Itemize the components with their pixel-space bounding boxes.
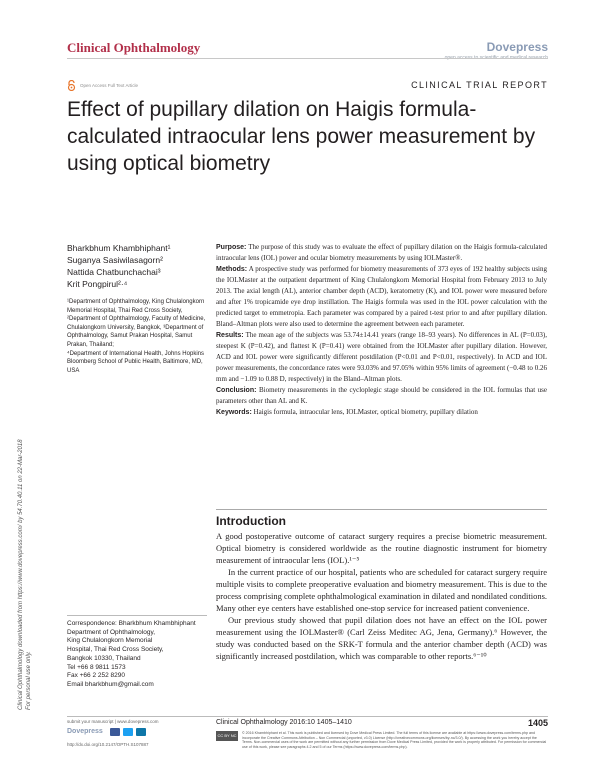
submit-manuscript-link[interactable]: submit your manuscript | www.dovepress.com	[67, 719, 159, 724]
methods-label: Methods:	[216, 266, 248, 273]
keywords-text: Haigis formula, intraocular lens, IOLMaster, optical biometry, pupillary dilation	[253, 408, 478, 416]
article-type: CLINICAL TRIAL REPORT	[411, 80, 548, 90]
journal-name: Clinical Ophthalmology	[67, 40, 201, 55]
results-label: Results:	[216, 332, 244, 339]
license-block	[216, 731, 547, 749]
article-title: Effect of pupillary dilation on Haigis formula-calculated intraocular lens power measurement by using optical biometry	[67, 98, 536, 175]
correspondence-line: King Chulalongkorn Memorial	[67, 637, 153, 645]
conclusion-text: Biometry measurements in the cycloplegic stage should be considered in the IOL formulas that use parameters other than AL and K.	[216, 386, 547, 405]
abstract-purpose	[216, 242, 547, 264]
publisher-logo[interactable]: Dovepress	[486, 40, 548, 54]
abstract-keywords	[216, 407, 547, 418]
intro-paragraph: A good postoperative outcome of cataract surgery requires a precise biometric measurement. Optical biometry is considered worldwide as the routine diagnostic instrument for biometry measurement of intraocular lens (IOL).¹⁻⁵	[216, 531, 547, 565]
purpose-text: The purpose of this study was to evaluate the effect of pupillary dilation on the Haigis formula-calculated intraocular lens (IOL) power and ocular biometry measurements by using IOLMaster®.	[216, 243, 547, 262]
introduction-heading: Introduction	[216, 514, 286, 528]
abstract	[216, 242, 547, 418]
introduction-body	[216, 530, 547, 662]
twitter-icon[interactable]	[123, 728, 133, 736]
correspondence-divider	[67, 615, 207, 616]
correspondence-line: Tel +66 8 9811 1573	[67, 663, 126, 671]
author-name: Suganya Sasiwilasagorn²	[67, 255, 163, 265]
facebook-icon[interactable]	[110, 728, 120, 736]
correspondence-line: Department of Ophthalmology,	[67, 628, 156, 636]
intro-paragraph: Our previous study showed that pupil dilation does not have an effect on the IOL power measurement using the IOLMaster® (Carl Zeiss Meditec AG, Jena, Germany).⁶ However, the study was conducted based on the SRK-T formula and the anterior chamber depth (ACD) was significantly increased postdilation, which was comparable to other reports.⁶⁻¹⁰	[216, 615, 547, 661]
author-name: Nattida Chatbunchachai³	[67, 267, 161, 277]
affiliation: ¹Department of Ophthalmology, King Chulalongkorn Memorial Hospital, Thai Red Cross Society,	[67, 299, 205, 314]
author-name: Bharkbhum Khambhiphant¹	[67, 243, 171, 253]
correspondence-label: Correspondence: Bharkbhum Khambhiphant	[67, 620, 196, 627]
doi-link[interactable]: http://dx.doi.org/10.2147/OPTH.S107887	[67, 742, 149, 747]
license-text: © 2016 Khambhiphant et al. This work is published and licensed by Dove Medical Press Limited. The full terms of this license are available at https://www.dovepress.com/terms.php and incorporate the Creative Commons Attribution – Non Commercial (unported, v3.0) License (http://creativecommons.org/licenses/by-nc/3.0/). By accessing the work you hereby accept the Terms. Non-commercial uses of the work are permitted without any further permission from Dove Medical Press Limited, provided the work is properly attributed. For permission for commercial use of this work, please see paragraphs 4.2 and 5 of our Terms (https://www.dovepress.com/terms.php).	[242, 731, 547, 749]
abstract-methods	[216, 264, 547, 330]
conclusion-label: Conclusion:	[216, 387, 257, 394]
correspondence-line: Bangkok 10330, Thailand	[67, 654, 141, 662]
intro-paragraph: In the current practice of our hospital, patients who are scheduled for cataract surgery require multiple visits to complete preoperative evaluation and biometry measurement. This is due to the process comprising complete ophthalmological examination in dilated and nondilated conditions. Many other eye centers have established one-stop service for increased patient convenience.	[216, 567, 547, 613]
keywords-label: Keywords:	[216, 409, 252, 416]
correspondence-email[interactable]: Email bharkbhum@gmail.com	[67, 680, 154, 688]
watermark-line-2: For personal use only.	[26, 651, 32, 710]
affiliations	[67, 298, 207, 375]
abstract-results	[216, 330, 547, 385]
header-divider	[67, 58, 548, 59]
abstract-conclusion	[216, 385, 547, 407]
correspondence-line: Fax +66 2 252 8290	[67, 672, 126, 680]
citation: Clinical Ophthalmology 2016:10 1405–1410	[216, 719, 352, 726]
purpose-label: Purpose:	[216, 244, 247, 251]
download-watermark	[17, 150, 43, 710]
page-number: 1405	[527, 718, 548, 728]
results-text: The mean age of the subjects was 53.74±14.41 years (range 18–93 years). No differences in AL (P=0.03), steepest K (P=0.42), and flattest K (P=0.41) were obtained from the IOLMaster after pupillary dilation. However, ACD and IOL power were significantly different postdilation (P<0.01 and P<0.01, respectively). In ACD and IOL power measurements, the concordance rates were 93.03% and 97.05% within 95% limits of agreement (−0.48 to 0.26 mm and −1.09 to 0.88 D, respectively) in the Bland–Altman plots.	[216, 331, 547, 383]
author-block	[67, 242, 207, 375]
open-lock-icon	[67, 80, 76, 91]
author-name: Krit Pongpirul²·⁴	[67, 279, 128, 289]
watermark-line-1: Clinical Ophthalmology downloaded from https://www.dovepress.com/ by 54.70.40.11 on 22-Mar-2018	[18, 439, 24, 710]
footer-dovepress-logo[interactable]: Dovepress	[67, 728, 103, 735]
social-links	[110, 728, 146, 736]
section-divider	[216, 509, 547, 510]
correspondence-block	[67, 620, 207, 690]
publisher-tagline: open access to scientific and medical research	[444, 55, 548, 61]
correspondence-line: Hospital, Thai Red Cross Society,	[67, 646, 164, 654]
open-access-badge	[67, 80, 138, 91]
open-access-label: Open Access Full Text Article	[80, 83, 138, 88]
methods-text: A prospective study was performed for biometry measurements of 373 eyes of 192 healthy subjects using the IOLMaster at the outpatient department of King Chulalongkorn Memorial Hospital from February 2013 to July 2013. The axial length (AL), anterior chamber depth (ACD), keratometry (K), and IOL power were measured before and after 1% tropicamide eye drop instillation. The Haigis formula was used in the IOL power calculation with the predicted target to emmetropia. Each parameter was compared by a paired t-test prior to and after pupillary dilation. Bland–Altman plots were also used to determine the agreement between each parameter.	[216, 265, 547, 328]
linkedin-icon[interactable]	[136, 728, 146, 736]
footer-divider	[67, 716, 548, 717]
creative-commons-icon[interactable]: CC BY NC	[216, 731, 238, 741]
affiliation: ⁴Department of International Health, Johns Hopkins Bloomberg School of Public Health, Baltimore, MD, USA	[67, 350, 204, 374]
affiliation: ²Department of Ophthalmology, Faculty of Medicine, Chulalongkorn University, Bangkok, ³Department of Ophthalmology, Samut Prakan Hospital, Samut Prakan, Thailand;	[67, 316, 206, 348]
